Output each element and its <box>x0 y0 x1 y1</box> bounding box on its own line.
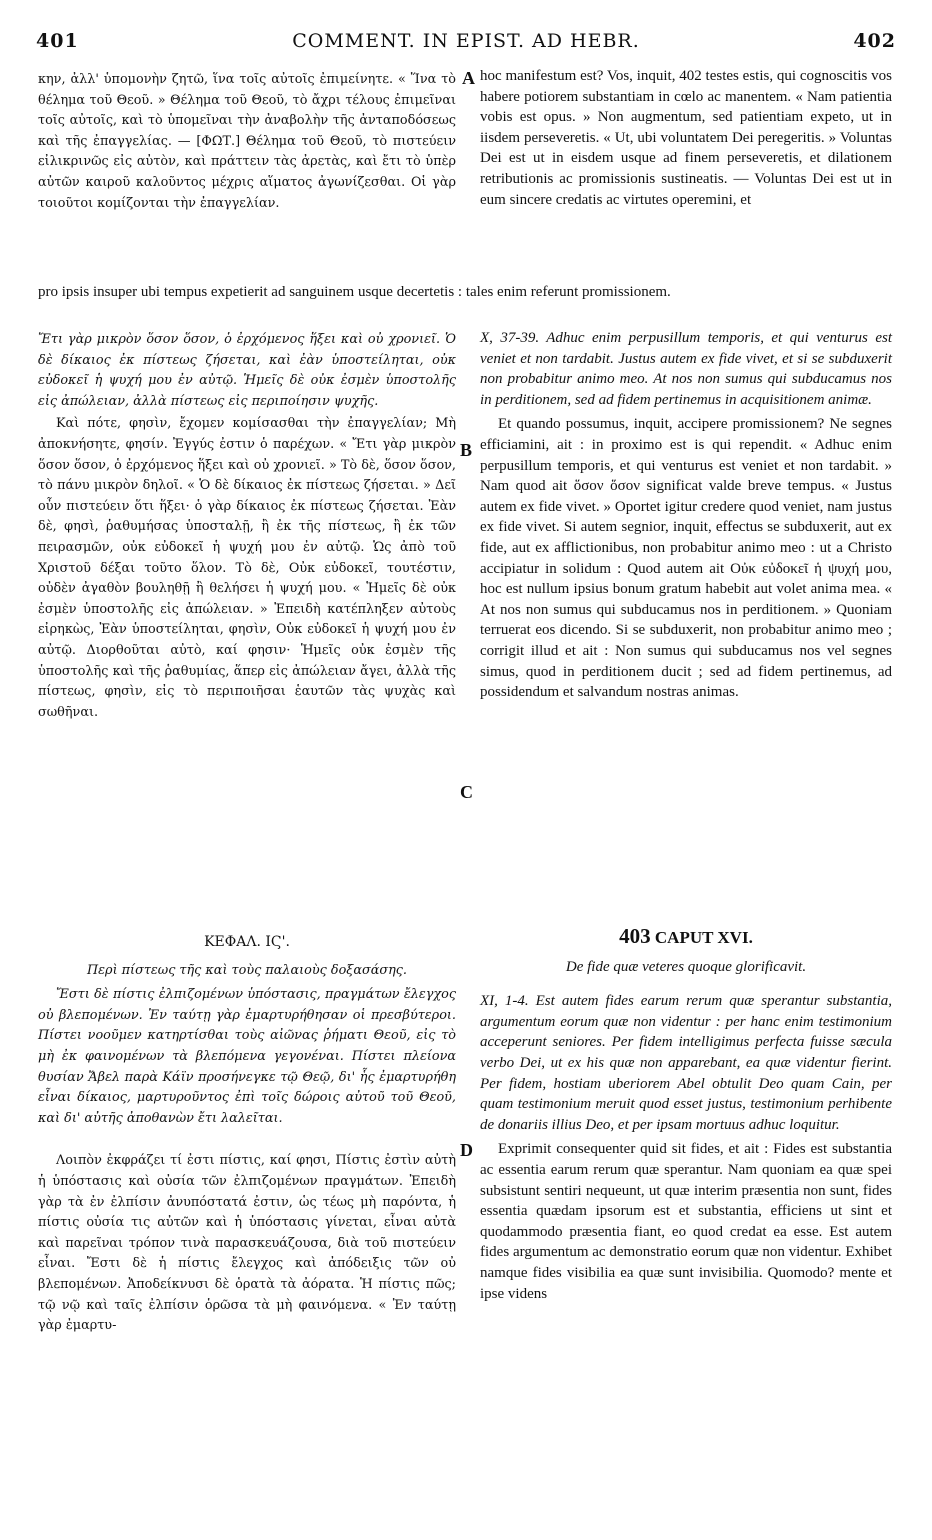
greek-paragraph-5: Λοιπὸν ἐκφράζει τί ἐστι πίστις, καί φησι, Πίστις ἐστὶν αὐτὴ ἡ ὑπόστασις καὶ οὐσία τῶν ἐλπιζομένων πραγμάτων. Ἐπειδὴ γὰρ τὰ ἐν ἐλπίσιν ἀνυπόστατά ἐστιν, ὡς τέως μὴ παρόντα, ἡ πίστις οὐσία τις αὐτῶν καὶ ἡ ὑπόστασις γίνεται, εἶναι αὐτὰ καὶ παρεῖναι τρόπον τινὰ παρασκευάζουσα, διὰ τοῦ πιστεύειν εἶναι. Ἔστι δὲ ἡ πίστις ἔλεγχος καὶ ἀπόδειξις τῶν οὐ βλεπομένων. Ἀποδείκνυσι δὲ ὁρατὰ τὰ ἀόρατα. Ἡ πίστις πῶς; τῷ νῷ καὶ ταῖς ἐλπίσιν ὁρῶσα τὰ μὴ φαινόμενα. « Ἐν ταύτῃ γὰρ ἐμαρτυ- <box>38 1153 456 1334</box>
latin-column-lower <box>480 926 892 1304</box>
running-header <box>36 30 896 60</box>
latin-column-top <box>480 66 892 210</box>
latin-scripture-11: XI, 1-4. Est autem fides earum rerum quæ sperantur substantia, argumentum eorum quæ non videntur : per hanc enim testimonium acceperunt seniores. Per fidem intelligimus perfecta fuisse sæcula verbo Dei, ut ex his quæ non apparebant, ea quæ videntur fierint. Per fidem, hostiam uberiorem Abel obtulit Deo quam Cain, per quam testimonium meruit quod esset justus, testimonium perhibente de donariis illius Deo, et per ipsam mortuus adhuc loquitur. <box>480 993 892 1133</box>
caput-page-number: 403 <box>619 924 651 948</box>
latin-paragraph-1: hoc manifestum est? Vos, inquit, 402 testes estis, qui cognoscitis vos habere potiorem substantiam in cœlo ac manentem. « Nam patientia vobis est opus. » Non augmentum, sed patientiam expeto, ut in iisdem perseveretis. « Ut, ubi voluntatem Dei peregeritis. » Voluntas Dei est ut in eisdem usque ad finem perseveretis, et dilationem retributionis ac promissionis sustineatis. — Voluntas Dei est ut in eum sincere credatis ac virtutes operemini, et <box>480 68 892 208</box>
margin-marker-a: A <box>462 68 475 88</box>
running-title: COMMENT. IN EPIST. AD HEBR. <box>292 30 640 52</box>
greek-scripture-10: Ἔτι γὰρ μικρὸν ὅσον ὅσον, ὁ ἐρχόμενος ἥξει καὶ οὐ χρονιεῖ. Ὁ δὲ δίκαιος ἐκ πίστεως ζήσεται, καὶ ἐὰν ὑποστείληται, οὐκ εὐδοκεῖ ἡ ψυχή μου ἐν αὐτῷ. Ἡμεῖς δὲ οὐκ ἐσμὲν ὑποστολῆς εἰς ἀπώλειαν, ἀλλὰ πίστεως εἰς περιποίησιν ψυχῆς. <box>38 332 456 409</box>
greek-chapter-heading: ΚΕΦΑΛ. ΙϚ'. <box>204 934 290 950</box>
greek-column-lower <box>38 932 456 1337</box>
greek-column-top <box>38 70 456 214</box>
greek-scripture-11: Ἔστι δὲ πίστις ἐλπιζομένων ὑπόστασις, πραγμάτων ἔλεγχος οὐ βλεπομένων. Ἐν ταύτῃ γὰρ ἐμαρτυρήθησαν οἱ πρεσβύτεροι. Πίστει νοοῦμεν κατηρτίσθαι τοὺς αἰῶνας ῥήματι Θεοῦ, εἰς τὸ μὴ ἐκ φαινομένων τὰ βλεπόμενα γεγονέναι. Πίστει πλείονα θυσίαν Ἄβελ παρὰ Κάϊν προσήνεγκε τῷ Θεῷ, δι' ἧς ἐμαρτυρήθη εἶναι δίκαιος, μαρτυροῦντος ἐπὶ τοῖς δώροις αὐτοῦ τοῦ Θεοῦ, καὶ δι' αὐτῆς ἀποθανὼν ἔτι λαλεῖται. <box>38 987 456 1126</box>
left-page-number: 401 <box>36 30 79 52</box>
latin-chapter-subtitle: De fide quæ veteres quoque glorificavit. <box>565 958 807 975</box>
latin-paragraph-3: Et quando possumus, inquit, accipere promissionem? Ne segnes efficiamini, ait : in proximo est is qui rependit. « Adhuc enim perpusillum temporis, et qui venturus est veniet et non tardabit. » Nam quod ait ὅσον ὅσον significat valde breve tempus. « Justus autem ex fide vivet. » Oportet igitur credere quod veniet, nam justus ex fide vivet. Si autem segnior, inquit, effectus se subduxerit, aut ex fide, aut ex afflictionibus, non probabitur animo meo : ut a Christo accipiatur in solidum : Quod autem ait Οὐκ εὐδοκεῖ ἡ ψυχή μου, hoc est nullum ipsius bonum gratum habebit aut volet anima mea. « At nos non sumus qui subducamus nos in perditionem. » Quoniam terruerat eos dicendo. Si se subduxerit, non probabitur animo meo ; corrigit illud et ait : Non sumus qui subducamus nos vel segnes simus, quod in perditionem ducit ; sed ad fidem pertinemus, ad possidendum et salvandum nostras animas. <box>480 416 892 701</box>
latin-column-middle <box>480 328 892 703</box>
greek-chapter-subtitle: Περὶ πίστεως τῆς καὶ τοὺς παλαιοὺς δοξασάσης. <box>87 962 407 978</box>
latin-scripture-10: X, 37-39. Adhuc enim perpusillum temporis, et qui venturus est veniet et non tardabit. Justus autem ex fide vivet, et si se subduxerit non probabitur animo meo. At nos non sumus qui subducamus nos in perditionem, sed ad fidem pertinemus in acquisitionem animæ. <box>480 330 892 408</box>
margin-marker-c: C <box>460 782 473 802</box>
margin-marker-b: B <box>460 440 473 460</box>
margin-marker-d: D <box>460 1140 473 1160</box>
right-page-number: 402 <box>853 30 896 52</box>
latin-chapter-heading <box>480 926 892 949</box>
greek-paragraph-3: Καὶ πότε, φησὶν, ἔχομεν κομίσασθαι τὴν ἐπαγγελίαν; Μὴ ἀποκνήσητε, φησίν. Ἐγγύς ἐστιν ὁ παρέχων. « Ἔτι γὰρ μικρὸν ὅσον ὅσον, ὁ ἐρχόμενος ἥξει καὶ οὐ χρονιεῖ. » Τὸ δὲ, ὅσον ὅσον, τὸ πάνυ μικρὸν δηλοῖ. « Ὁ δὲ δίκαιος ἐκ πίστεως ζήσεται. » Δεῖ οὖν πιστεύειν ὅτι ἥξει· ὁ γὰρ δίκαιος ἐκ πίστεως ζήσεται. Ἐὰν δὲ, φησὶ, ῥαθυμήσας ὑποσταλῇ, ἢ ἐκ τῆς πίστεως, ἢ ἐκ τῶν πειρασμῶν, οὐκ εὐδοκεῖ ἡ ψυχή μου ἐν αὐτῷ. Ὡς ἀπὸ τοῦ Χριστοῦ δέξαι τοῦτο ὅλον. Τὸ δὲ, Οὐκ εὐδοκεῖ, τουτέστιν, οὐδὲν ἀγαθὸν βουληθῇ ἢ θελήσει ἡ ψυχή μου. « Ἡμεῖς δὲ οὐκ ἐσμὲν ὑποστολῆς εἰς ἀπώλειαν. » Ἐπειδὴ κατέπληξεν αὐτοὺς εἰρηκὼς, Ἐὰν ὑποστείληται, φησὶν, Οὐκ εὐδοκεῖ ἡ ψυχή μου ἐν αὐτῷ. Διορθοῦται αὐτὸ, καί φησιν· Ἡμεῖς οὐκ ἐσμὲν τῆς ὑποστολῆς καὶ τῆς ῥαθυμίας, ἅπερ εἰς ἀπώλειαν ἄγει, ἀλλὰ τῆς πίστεως, φησὶν, εἰς τὸ περιποιῆσαι ἑαυτῶν τὰς ψυχὰς καὶ σωθῆναι. <box>38 416 456 720</box>
greek-paragraph-1: κην, ἀλλ' ὑπομονὴν ζητῶ, ἵνα τοῖς αὐτοῖς ἐπιμείνητε. « Ἵνα τὸ θέλημα τοῦ Θεοῦ. » Θέλημα τοῦ Θεοῦ, τὸ ἄχρι τέλους ἐπιμεῖναι τοῖς αὐτοῖς, καὶ τὸ ὑπομεῖναι τὴν ἀναβολὴν τῆς ἀνταποδόσεως καὶ τῆς ἐπαγγελίας. — [ΦΩΤ.] Θέλημα τοῦ Θεοῦ, τὸ πιστεύειν εἰλικρινῶς εἰς αὐτὸν, καὶ πράττειν τὰς ἀρετὰς, καὶ ἔτι τὸ ὑπὲρ αὐτῶν καιροῦ καλοῦντος μέχρις αἵματος ἀγωνίζεσθαι. Οἱ γὰρ τοιοῦτοι κομίζονται τὴν ἐπαγγελίαν. <box>38 72 456 211</box>
full-width-line: pro ipsis insuper ubi tempus expetierit ad sanguinem usque decertetis : tales enim referunt promissionem. <box>38 284 671 300</box>
latin-paragraph-5: Exprimit consequenter quid sit fides, et ait : Fides est substantia ac essentia earum rerum quæ sperantur. Nam quoniam ea quæ spei subsistunt sentiri nequeunt, ut quæ interim præsentia non sunt, fides essentia quædam ipsorum est et substantia, efficiens ut sint et quodammodo præsentia fiant, eo quod credat ea esse. Est autem fides argumentum ac demonstratio eorum quæ non videntur. Exhibet namque fides visibilia ea quæ sunt invisibilia. Quomodo? mente et ipse videns <box>480 1141 892 1302</box>
greek-column-middle <box>38 330 456 723</box>
caput-title: CAPUT XVI. <box>654 928 753 947</box>
